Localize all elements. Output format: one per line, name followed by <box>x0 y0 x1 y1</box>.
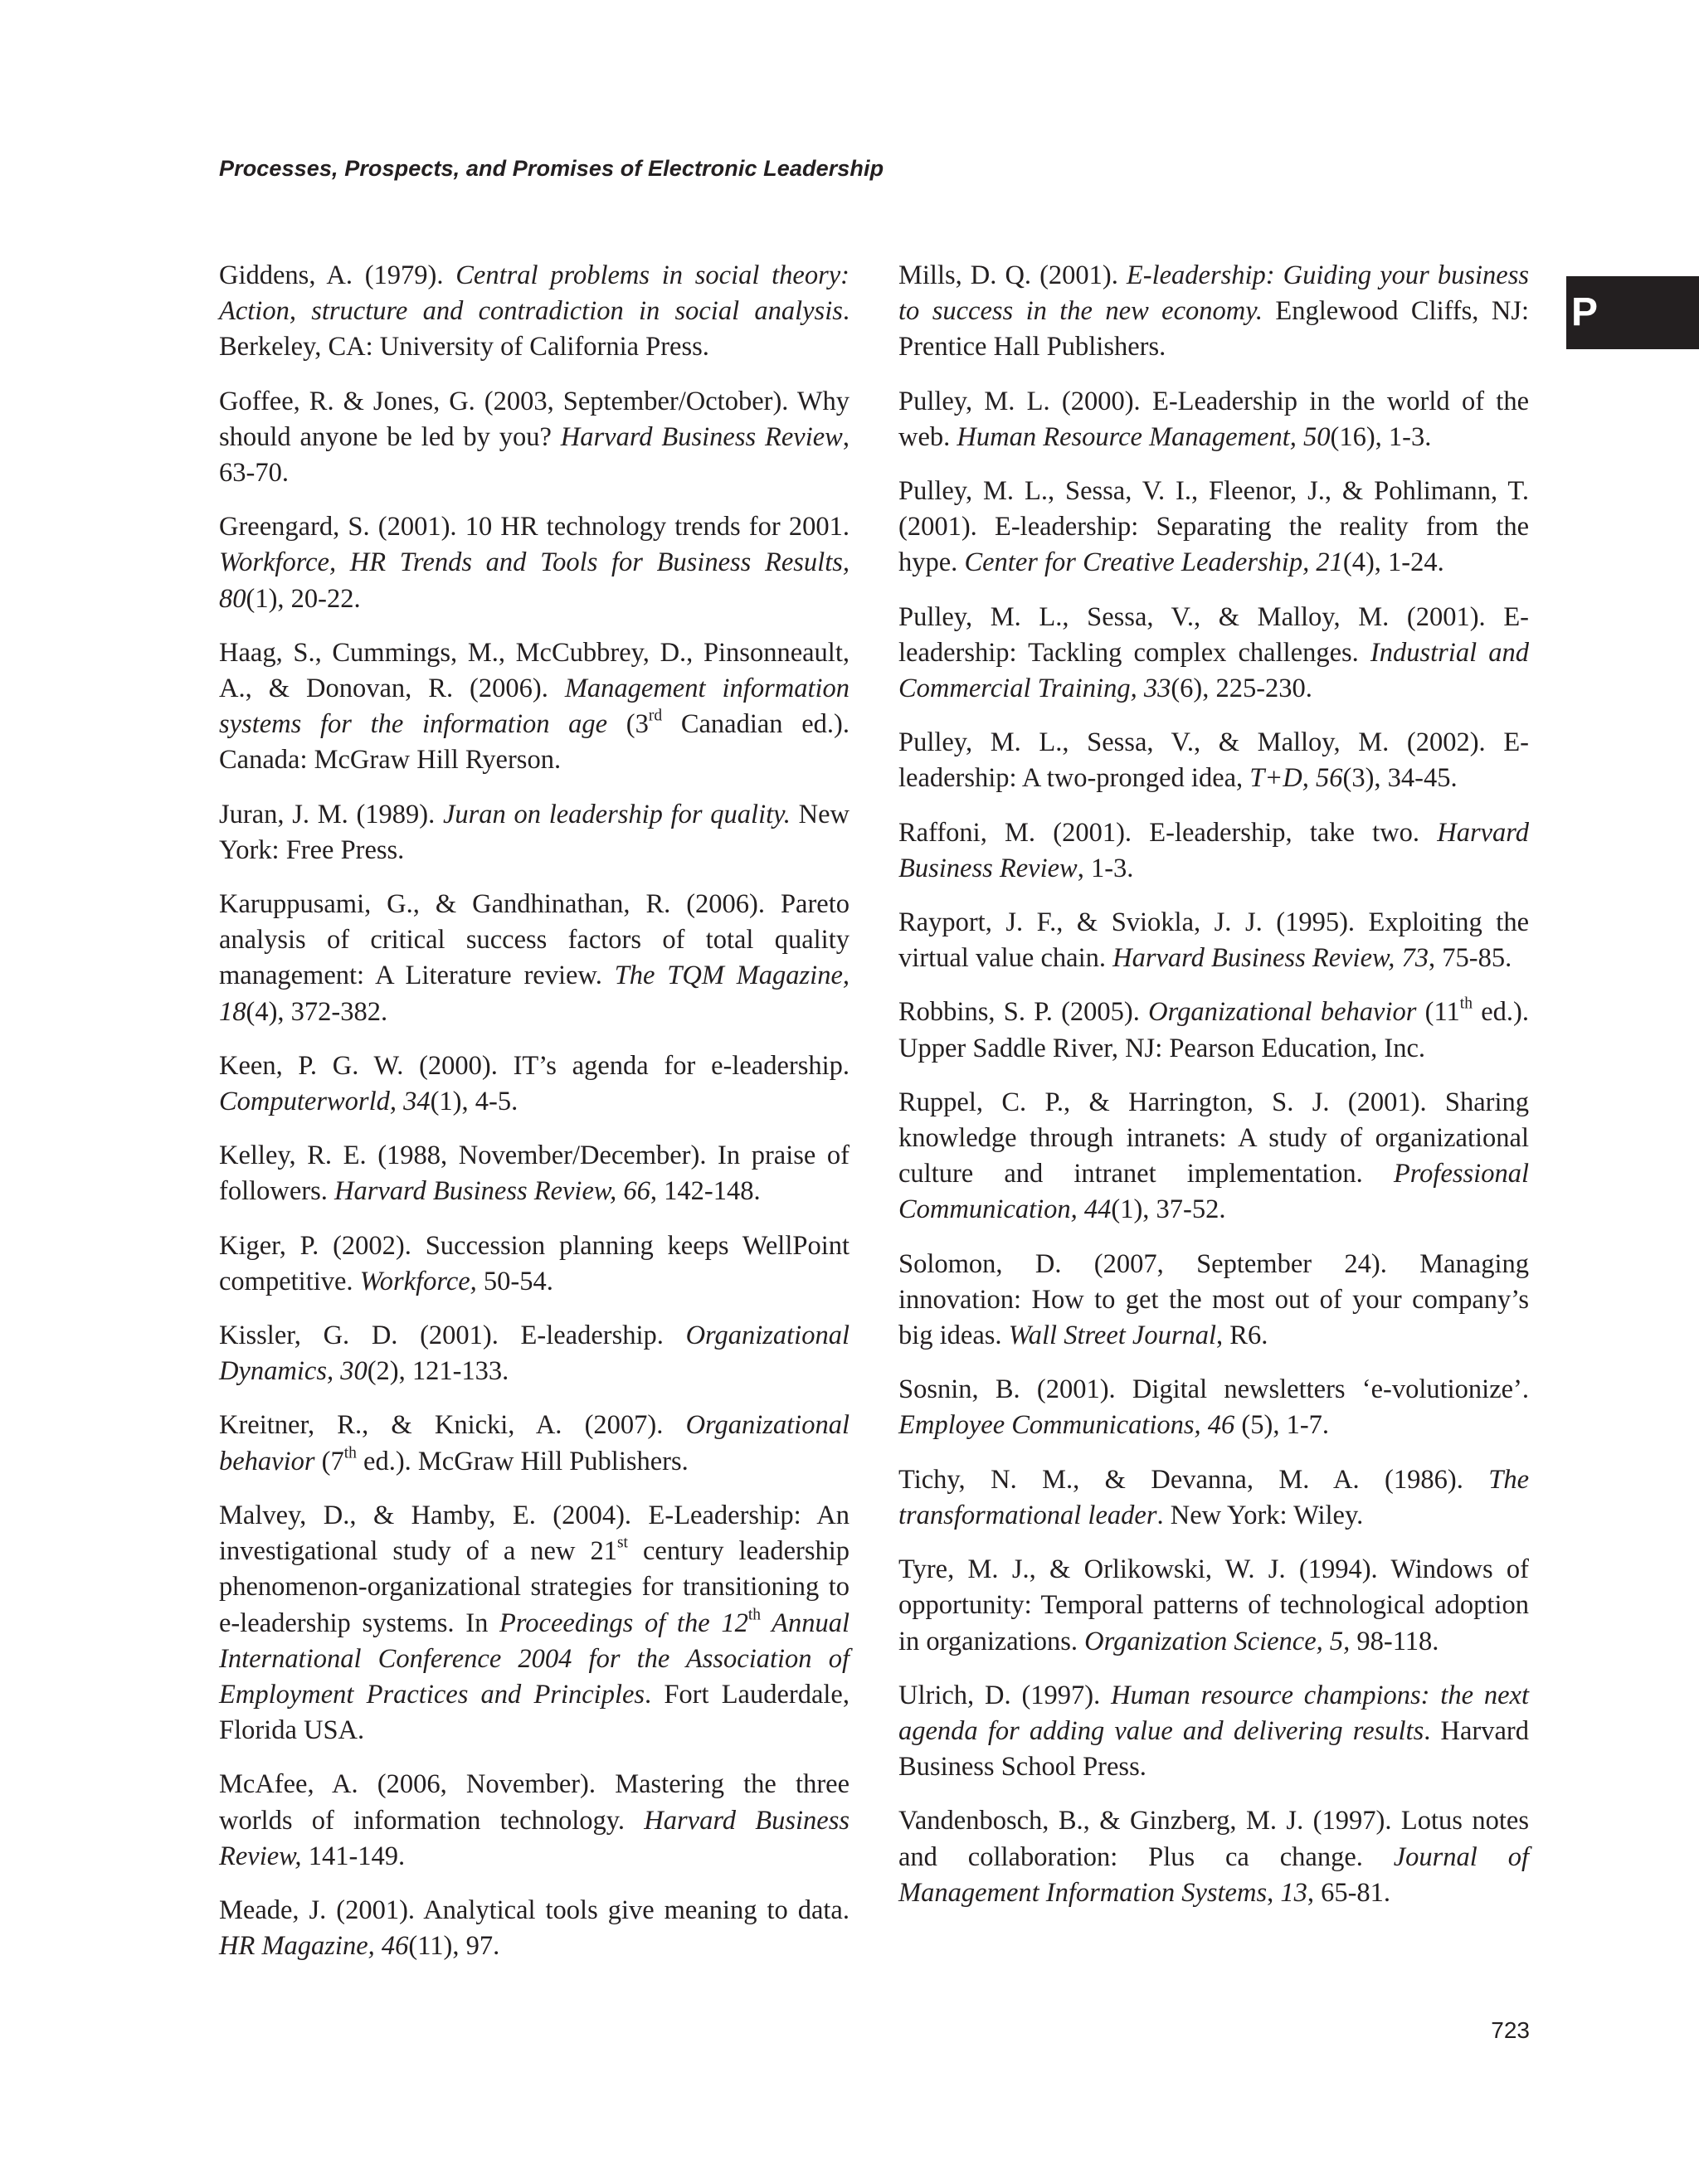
reference-author-text: Malvey, D., & Hamby, E. (2004). E-Leadership: An investigational study of a new 21 <box>219 1500 850 1567</box>
reference-title: Human resource champions: the next agenda for adding value and delivering results <box>898 1680 1529 1746</box>
reference-entry <box>898 905 1529 976</box>
reference-text: (3), 34-45. <box>1342 763 1458 794</box>
reference-author-text: Pulley, M. L. (2000). E-Leadership in the world of the web. <box>898 386 1529 452</box>
reference-title: Professional Communication, 44 <box>898 1159 1529 1225</box>
reference-title: Wall Street Journal <box>1008 1321 1217 1351</box>
reference-entry <box>219 797 850 868</box>
reference-author-text: Solomon, D. (2007, September 24). Managing innovation: How to get the most out of your company’s big ideas. <box>898 1248 1529 1351</box>
reference-title: Organizational Dynamics, 30 <box>219 1321 850 1387</box>
reference-text: century leadership phenomenon-organizational strategies for transitioning to e-leadership systems. In <box>219 1536 850 1638</box>
reference-title: Organization Science, 5, <box>1084 1626 1351 1656</box>
reference-author-text: Karuppusami, G., & Gandhinathan, R. (2006). Pareto analysis of critical success factors of total quality management: A Literature review. <box>219 889 850 991</box>
reference-text: 98-118. <box>1350 1626 1439 1656</box>
reference-title: Workforce, HR Trends and Tools for Business Results, 80 <box>219 547 850 614</box>
reference-text: (1), 37-52. <box>1111 1194 1226 1225</box>
reference-author-text: Kelley, R. E. (1988, November/December). In praise of followers. <box>219 1141 850 1207</box>
reference-text: , <box>1267 1877 1281 1908</box>
reference-text: (4), 372-382. <box>246 996 388 1027</box>
reference-entry <box>898 815 1529 887</box>
reference-entry <box>898 1085 1529 1228</box>
reference-text: . Fort Lauderdale, Florida USA. <box>219 1679 850 1746</box>
reference-text: Englewood Cliffs, NJ: Prentice Hall Publishers. <box>898 296 1529 362</box>
reference-entry <box>898 995 1529 1066</box>
reference-title: Workforce, <box>359 1266 477 1296</box>
reference-text: (1), 20-22. <box>246 583 361 614</box>
reference-author-text: Rayport, J. F., & Sviokla, J. J. (1995). Exploiting the virtual value chain. <box>898 907 1529 974</box>
reference-title: Industrial and Commercial Training, 33 <box>898 637 1529 704</box>
reference-title-superscript: th <box>747 1605 762 1623</box>
reference-entry <box>898 1247 1529 1355</box>
reference-author-text: Kiger, P. (2002). Succession planning keeps WellPoint competitive. <box>219 1230 850 1296</box>
reference-title: The transformational leader <box>898 1464 1529 1530</box>
reference-superscript: rd <box>648 707 663 725</box>
section-tab: P <box>1566 276 1699 349</box>
reference-entry <box>219 1138 850 1209</box>
reference-entry <box>898 384 1529 455</box>
reference-volume: 13 <box>1280 1877 1307 1908</box>
reference-author-text: McAfee, A. (2006, November). Mastering the three worlds of information technology. <box>219 1769 850 1836</box>
reference-title: E-leadership: Guiding your business to success in the new economy. <box>898 260 1529 327</box>
reference-author-text: Tyre, M. J., & Orlikowski, W. J. (1994). Windows of opportunity: Temporal patterns of technological adoption in organizations. <box>898 1554 1529 1656</box>
reference-author-text: Juran, J. M. (1989). <box>219 799 443 829</box>
reference-text: (6), 225-230. <box>1171 674 1312 704</box>
reference-author-text: Pulley, M. L., Sessa, V., & Malloy, M. (2002). E-leadership: A two-pronged idea, <box>898 727 1529 794</box>
reference-entry <box>219 1893 850 1964</box>
reference-text: (7 <box>314 1446 344 1476</box>
reference-superscript: th <box>1459 995 1473 1013</box>
references-right-column <box>898 258 1529 1929</box>
reference-superscript: th <box>343 1444 357 1462</box>
reference-title: Harvard Business Review, 73 <box>1112 943 1429 974</box>
reference-title: Employee Communications, 46 <box>898 1410 1235 1441</box>
reference-text: , 75-85. <box>1429 943 1512 974</box>
reference-entry <box>219 635 850 779</box>
reference-author-text: Kissler, G. D. (2001). E-leadership. <box>219 1321 686 1351</box>
reference-entry <box>219 887 850 1030</box>
reference-author-text: Mills, D. Q. (2001). <box>898 260 1127 290</box>
reference-entry <box>219 1408 850 1479</box>
reference-author-text: Raffoni, M. (2001). E-leadership, take two. <box>898 817 1438 848</box>
reference-text: . Harvard Business School Press. <box>898 1715 1530 1783</box>
reference-text: (1), 4-5. <box>430 1087 518 1117</box>
references-left-column <box>219 258 850 1982</box>
reference-title: T+D, 56 <box>1249 763 1343 794</box>
reference-title: Organizational behavior <box>219 1410 850 1476</box>
reference-author-text: Sosnin, B. (2001). Digital newsletters ‘e-volutionize’. <box>898 1374 1529 1405</box>
reference-title: The TQM Magazine, 18 <box>219 961 850 1027</box>
reference-title: Human Resource Management, 50 <box>957 421 1331 452</box>
reference-entry <box>219 258 850 366</box>
reference-entry <box>898 1678 1529 1786</box>
reference-entry <box>219 1318 850 1389</box>
reference-text: (16), 1-3. <box>1330 421 1432 452</box>
reference-author-text: Ulrich, D. (1997). <box>898 1680 1112 1710</box>
reference-title: Harvard Business Review <box>560 421 843 452</box>
reference-entry <box>898 1372 1529 1443</box>
reference-author-text: Keen, P. G. W. (2000). IT’s agenda for e-leadership. <box>219 1050 850 1081</box>
reference-text: Canadian ed.). Canada: McGraw Hill Ryerson. <box>219 709 850 776</box>
reference-text: ed.). McGraw Hill Publishers. <box>356 1446 689 1476</box>
reference-author-text: Ruppel, C. P., & Harrington, S. J. (2001). Sharing knowledge through intranets: A study of organizational culture and intranet implementation. <box>898 1087 1529 1189</box>
reference-title: Harvard Business Review, <box>219 1805 850 1871</box>
reference-author-text: Greengard, S. (2001). 10 HR technology trends for 2001. <box>219 512 850 542</box>
reference-text: ed.). Upper Saddle River, NJ: Pearson Education, Inc. <box>898 997 1529 1063</box>
reference-entry <box>898 600 1529 708</box>
reference-entry <box>219 1228 850 1300</box>
reference-entry <box>219 1767 850 1875</box>
reference-title: Journal of Management Information Systems <box>898 1841 1529 1908</box>
reference-title: Proceedings of the 12 <box>499 1608 748 1638</box>
reference-author-text: Haag, S., Cummings, M., McCubbrey, D., Pinsonneault, A., & Donovan, R. (2006). <box>219 637 850 704</box>
reference-title: Computerworld, 34 <box>219 1087 431 1117</box>
reference-text: (4), 1-24. <box>1342 547 1444 578</box>
reference-text: (11), 97. <box>408 1931 500 1962</box>
reference-text: . Berkeley, CA: University of California Press. <box>219 296 850 362</box>
reference-author-text: Kreitner, R., & Knicki, A. (2007). <box>219 1410 686 1441</box>
reference-text: (3 <box>607 709 649 740</box>
reference-title: Annual International Conference 2004 for the Association of Employment Practices and Principles <box>219 1608 850 1710</box>
reference-text: , 65-81. <box>1307 1877 1391 1908</box>
reference-author-text: Giddens, A. (1979). <box>219 260 456 290</box>
reference-title: Juran on leadership for quality. <box>442 799 791 829</box>
running-header: Processes, Prospects, and Promises of Electronic Leadership <box>219 156 884 181</box>
reference-text: (2), 121-133. <box>367 1356 509 1387</box>
page-number: 723 <box>1491 2017 1530 2043</box>
reference-text: . New York: Wiley. <box>1156 1500 1364 1530</box>
reference-text: , 63-70. <box>219 421 850 489</box>
reference-text: 50-54. <box>476 1266 553 1296</box>
reference-text: , R6. <box>1216 1321 1268 1351</box>
reference-title: Central problems in social theory: Action, structure and contradiction in social analysis <box>219 260 850 327</box>
reference-author-text: Vandenbosch, B., & Ginzberg, M. J. (1997). Lotus notes and collaboration: Plus ca change. <box>898 1806 1529 1872</box>
reference-title: HR Magazine, 46 <box>219 1931 409 1962</box>
reference-text: 141-149. <box>301 1841 406 1871</box>
reference-author-text: Goffee, R. & Jones, G. (2003, September/October). Why should anyone be led by you? <box>219 386 850 452</box>
reference-entry <box>898 725 1529 796</box>
reference-entry <box>219 384 850 492</box>
reference-text: (5), 1-7. <box>1234 1410 1330 1441</box>
reference-title: Center for Creative Leadership, 21 <box>964 547 1343 578</box>
reference-author-text: Pulley, M. L., Sessa, V. I., Fleenor, J., & Pohlimann, T. (2001). E-leadership: Separating the reality from the hype. <box>898 476 1529 578</box>
reference-text: New York: Free Press. <box>219 799 850 865</box>
reference-entry <box>898 474 1529 581</box>
reference-entry <box>898 1462 1529 1534</box>
reference-superscript: st <box>616 1534 628 1552</box>
reference-entry <box>219 1048 850 1120</box>
reference-entry <box>898 1803 1529 1911</box>
reference-author-text: Meade, J. (2001). Analytical tools give meaning to data. <box>219 1895 850 1925</box>
reference-author-text: Pulley, M. L., Sessa, V., & Malloy, M. (2001). E-leadership: Tackling complex challenges. <box>898 601 1529 668</box>
reference-author-text: Robbins, S. P. (2005). <box>898 997 1149 1028</box>
reference-entry <box>219 1498 850 1749</box>
reference-title: Harvard Business Review <box>898 817 1529 883</box>
reference-title: Management information systems for the information age <box>219 674 850 740</box>
reference-text: , 1-3. <box>1077 853 1134 883</box>
reference-entry <box>898 258 1529 366</box>
reference-entry <box>898 1552 1529 1660</box>
reference-title: Harvard Business Review, 66 <box>334 1176 650 1207</box>
reference-entry <box>219 509 850 617</box>
reference-text: , 142-148. <box>650 1176 761 1207</box>
reference-text: (11 <box>1416 997 1460 1028</box>
reference-author-text: Tichy, N. M., & Devanna, M. A. (1986). <box>898 1464 1489 1495</box>
reference-title: Organizational behavior <box>1148 997 1417 1028</box>
